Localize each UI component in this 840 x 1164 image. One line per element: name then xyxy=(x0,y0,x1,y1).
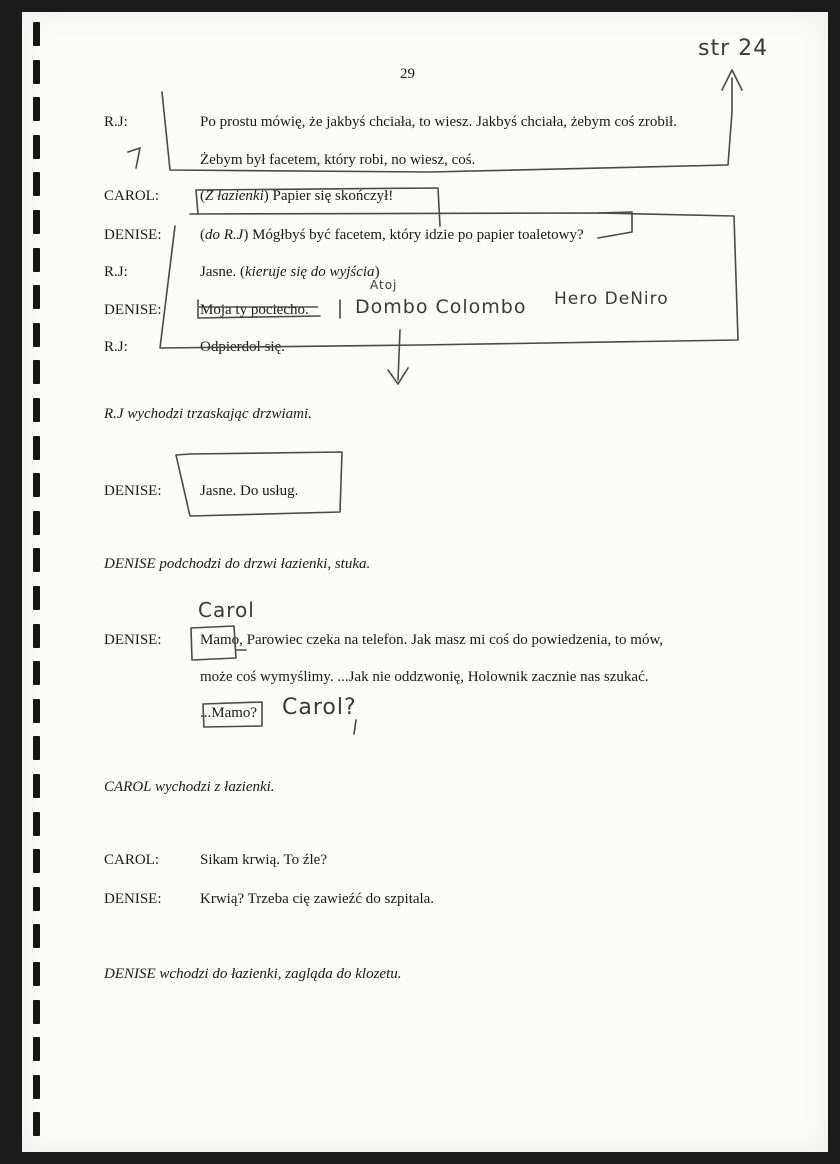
stage-direction-1 xyxy=(104,406,312,423)
binding-hole xyxy=(33,736,40,760)
direction-character: DENISE xyxy=(104,966,156,982)
binding-hole xyxy=(33,285,40,309)
speaker-label: R.J: xyxy=(104,264,128,280)
speaker-denise-4: DENISE: xyxy=(104,891,162,907)
binding-hole xyxy=(33,624,40,648)
binding-hole xyxy=(33,511,40,535)
line-denise-4: Krwią? Trzeba cię zawieźć do szpitala. xyxy=(200,891,435,907)
binding-hole xyxy=(33,924,40,948)
line-denise-3a xyxy=(200,632,663,649)
binding-hole xyxy=(33,774,40,798)
handwritten-insert-2: Hero DeNiro xyxy=(554,289,669,309)
dialogue-line xyxy=(200,188,393,205)
line-italic: do R.J xyxy=(205,227,244,243)
binding-hole xyxy=(33,887,40,911)
line-text: ) Mógłbyś być facetem, który idzie po papier toaletowy? xyxy=(243,227,584,243)
binding-hole xyxy=(33,135,40,159)
binding-hole xyxy=(33,699,40,723)
binding-hole xyxy=(33,360,40,384)
struck-text: Moja ty pociecho. xyxy=(200,302,309,318)
direction-text: wychodzi z łazienki. xyxy=(151,779,275,795)
direction-character: CAROL xyxy=(104,779,152,795)
line-text: ( xyxy=(200,188,205,204)
speaker-label: R.J: xyxy=(104,339,128,355)
binding-hole xyxy=(33,661,40,685)
line-denise-2: Jasne. Do usług. xyxy=(200,483,299,499)
binding-hole xyxy=(33,172,40,196)
stage-direction-2 xyxy=(104,556,370,573)
line-text: Odpierdol się. xyxy=(200,339,285,355)
binding-hole xyxy=(33,248,40,272)
binding-hole xyxy=(33,849,40,873)
handwritten-insert-1: Dombo Colombo xyxy=(355,296,527,318)
handwritten-page-ref: str 24 xyxy=(698,36,769,61)
dialogue-line xyxy=(200,264,380,281)
line-denise-3b: może coś wymyślimy. ...Jak nie oddzwonię, Holownik zacznie nas szukać. xyxy=(200,669,649,685)
binding-hole xyxy=(33,962,40,986)
boxed-word-mamo: Mamo xyxy=(200,632,240,648)
dialogue-line xyxy=(200,302,309,319)
line-denise-3c xyxy=(200,705,257,722)
speaker-denise-3: DENISE: xyxy=(104,632,162,648)
dialogue-line xyxy=(200,339,285,356)
handwritten-carol-above: Carol xyxy=(198,598,255,622)
line-text: ) Papier się skończył! xyxy=(263,188,394,204)
dialogue-line xyxy=(200,114,677,131)
line-text: ( xyxy=(200,227,205,243)
binding-hole xyxy=(33,473,40,497)
direction-character: DENISE xyxy=(104,556,156,572)
page-number: 29 xyxy=(400,66,415,82)
direction-text: wychodzi trzaskając drzwiami. xyxy=(123,406,312,422)
boxed-word-mamo-question: Mamo? xyxy=(211,705,258,721)
speaker-label: R.J: xyxy=(104,114,128,130)
line-italic: kieruje się do wyjścia xyxy=(245,264,375,280)
line-text: Jasne. ( xyxy=(200,264,245,280)
direction-text: wchodzi do łazienki, zagląda do klozetu. xyxy=(155,966,402,982)
ellipsis: ... xyxy=(200,705,212,721)
line-text: ) xyxy=(374,264,380,280)
speaker-label: DENISE: xyxy=(104,302,162,318)
binding-hole xyxy=(33,436,40,460)
handwritten-carol-after: Carol? xyxy=(282,695,357,720)
binding-hole xyxy=(33,548,40,572)
dialogue-line xyxy=(200,152,475,169)
stage-direction-4 xyxy=(104,966,402,983)
speaker-label: DENISE: xyxy=(104,227,162,243)
binding-holes xyxy=(33,0,41,1164)
direction-text: podchodzi do drzwi łazienki, stuka. xyxy=(155,556,371,572)
binding-hole xyxy=(33,323,40,347)
speaker-carol-2: CAROL: xyxy=(104,852,160,868)
binding-hole xyxy=(33,1112,40,1136)
line-italic: Z łazienki xyxy=(205,188,264,204)
speaker-label: CAROL: xyxy=(104,188,160,204)
binding-hole xyxy=(33,586,40,610)
binding-hole xyxy=(33,398,40,422)
line-text: Żebym był facetem, który robi, no wiesz, coś. xyxy=(200,152,476,168)
handwritten-insert-1-small: Atoj xyxy=(370,278,398,292)
line-text: Po prostu mówię, że jakbyś chciała, to wiesz. Jakbyś chciała, żebym coś zrobił. xyxy=(200,114,677,130)
speaker-denise-2: DENISE: xyxy=(104,483,162,499)
binding-hole xyxy=(33,22,40,46)
binding-hole xyxy=(33,210,40,234)
line-text: , Parowiec czeka na telefon. Jak masz mi coś do powiedzenia, to mów, xyxy=(239,632,664,648)
line-carol-2: Sikam krwią. To źle? xyxy=(200,852,327,868)
binding-hole xyxy=(33,1075,40,1099)
direction-character: R.J xyxy=(104,406,124,422)
binding-hole xyxy=(33,1000,40,1024)
binding-hole xyxy=(33,97,40,121)
binding-hole xyxy=(33,812,40,836)
binding-hole xyxy=(33,60,40,84)
dialogue-line xyxy=(200,227,584,244)
binding-hole xyxy=(33,1037,40,1061)
stage-direction-3 xyxy=(104,779,275,796)
